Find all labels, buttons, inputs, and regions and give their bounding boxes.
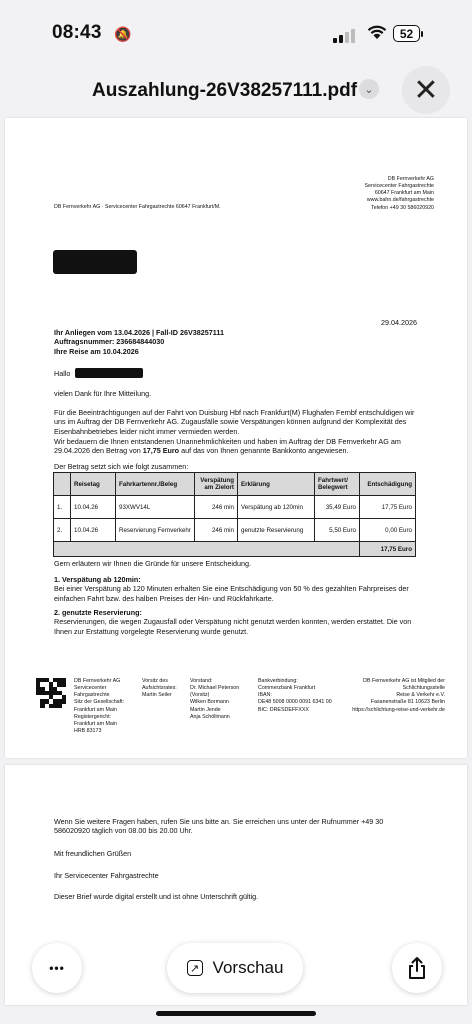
reference-block: Ihr Anliegen vom 13.04.2026 | Fall-ID 26V38257111 Auftragsnummer: 236684844030 Ihre Reise am 10.04.2026 <box>54 328 224 356</box>
redacted-name <box>75 368 143 378</box>
footer-company: DB Fernverkehr AG Servicecenter Fahrgastrechte Sitz der Gesellschaft: Frankfurt am Main Registergericht: Frankfurt am Main HRB 83173 <box>74 678 125 734</box>
table-row: 1. 10.04.26 93XWV14L 246 min Verspätung ab 120min 35,49 Euro 17,75 Euro <box>54 496 416 519</box>
letter-date: 29.04.2026 <box>381 318 417 327</box>
sender-line: DB Fernverkehr AG · Servicecenter Fahrgastrechte 60647 Frankfurt/M. <box>54 204 221 210</box>
footer-bank: Bankverbindung: Commerzbank Frankfurt IBAN: DE48 5008 0000 0091 6341 00 BIC: DRESDEFFXXX <box>258 678 332 713</box>
closing-sender: Ihr Servicecenter Fahrgastrechte <box>54 871 159 880</box>
cellular-signal-icon <box>333 27 359 43</box>
more-button[interactable] <box>32 943 82 993</box>
share-button[interactable] <box>392 943 442 993</box>
paragraph-reasons: Gern erläutern wir Ihnen die Gründe für unsere Entscheidung. <box>54 559 251 568</box>
paragraph-breakdown: Der Betrag setzt sich wie folgt zusammen: <box>54 462 189 471</box>
compensation-table <box>53 472 416 557</box>
footer-supervisory-board: Vorsitz des Aufsichtsrates: Martin Seiler <box>142 678 177 699</box>
status-bar <box>0 0 472 66</box>
home-indicator <box>156 1011 316 1016</box>
redacted-address <box>53 250 137 274</box>
paragraph-contact: Wenn Sie weitere Fragen haben, rufen Sie uns bitte an. Sie erreichen uns unter der Rufnummer +49 30 586020920 täglich von 08.00 bis 20.00 Uhr. <box>54 817 384 836</box>
document-title[interactable]: Auszahlung-26V38257111.pdf <box>92 80 358 101</box>
document-header <box>0 66 472 116</box>
paragraph-thanks: vielen Dank für Ihre Mitteilung. <box>54 389 152 398</box>
section-reservation: 2. genutzte Reservierung: Reservierungen, die wegen Zugausfall oder Verspätung nicht genutzt werden konnten, werden erstattet. Die von Ihnen zur Erstattung vorgelegte Reservierung wurde genutzt. <box>54 608 412 636</box>
section-delay: 1. Verspätung ab 120min: Bei einer Verspätung ab 120 Minuten erhalten Sie eine Entschädigung von 50 % des gezahlten Fahrpreises der einfachen Fahrt bzw. des halben Preises der Hin- und Rückfahrkarte. <box>54 575 409 603</box>
share-icon <box>407 956 427 980</box>
pdf-page-1[interactable] <box>5 118 467 758</box>
salutation: Hallo <box>54 369 71 378</box>
footer-board: Vorstand: Dr. Michael Peterson (Vorsitz) Wilken Bormann Martin Jende Anja Schöllmann <box>190 678 240 720</box>
qr-code-icon <box>36 678 66 708</box>
digital-signature-note: Dieser Brief wurde digital erstellt und ist ohne Unterschrift gültig. <box>54 892 259 901</box>
wifi-icon <box>367 24 387 45</box>
paragraph-payment: Wir bedauern die Ihnen entstandenen Unannehmlichkeiten und haben im Auftrag der DB Fernverkehr AG am 29.04.2026 den Betrag von 17,75 Euro auf das von Ihnen genannte Bankkonto angewiesen. <box>54 437 401 456</box>
close-button[interactable] <box>402 66 450 114</box>
preview-label: Vorschau <box>212 958 284 977</box>
table-header-row: Reisetag Fahrkartennr./Beleg Verspätung am Zielort Erklärung Fahrtwert/ Belegwert Entschädigung <box>54 473 416 496</box>
battery-icon: 52 <box>393 25 420 42</box>
chevron-down-icon[interactable]: ⌄ <box>359 79 379 99</box>
bottom-toolbar <box>0 940 472 1000</box>
closing-greeting: Mit freundlichen Grüßen <box>54 849 132 858</box>
preview-button[interactable] <box>167 943 303 993</box>
more-icon: ••• <box>49 961 65 975</box>
table-total-row: 17,75 Euro <box>54 542 416 557</box>
sender-block: DB Fernverkehr AG Servicecenter Fahrgastrechte 60647 Frankfurt am Main www.bahn.de/fahrgastrechte Telefon +49 30 586020920 <box>364 176 434 211</box>
status-time: 08:43 <box>52 22 102 43</box>
footer-arbitration: DB Fernverkehr AG ist Mitglied der Schlichtungsstelle Reise & Verkehr e.V. Fasanenstraße 81 10623 Berlin https://schlichtung-reise-und-verkehr.de <box>352 678 445 713</box>
silent-bell-icon: 🔕 <box>114 26 132 42</box>
close-icon: ✕ <box>413 73 439 107</box>
paragraph-apology: Für die Beeinträchtigungen auf der Fahrt von Duisburg Hbf nach Frankfurt(M) Flughafen Fernbf entschuldigen wir uns im Auftrag der DB Fernverkehr AG. Zugausfälle sowie Verspätungen können aufgrund der Komplexität des Eisenbahnbetriebes leider nicht immer vermieden werden. <box>54 408 415 436</box>
open-external-icon: ↗ <box>187 960 203 976</box>
table-row: 2. 10.04.26 Reservierung Fernverkehr 246 min genutzte Reservierung 5,50 Euro 0,00 Euro <box>54 519 416 542</box>
